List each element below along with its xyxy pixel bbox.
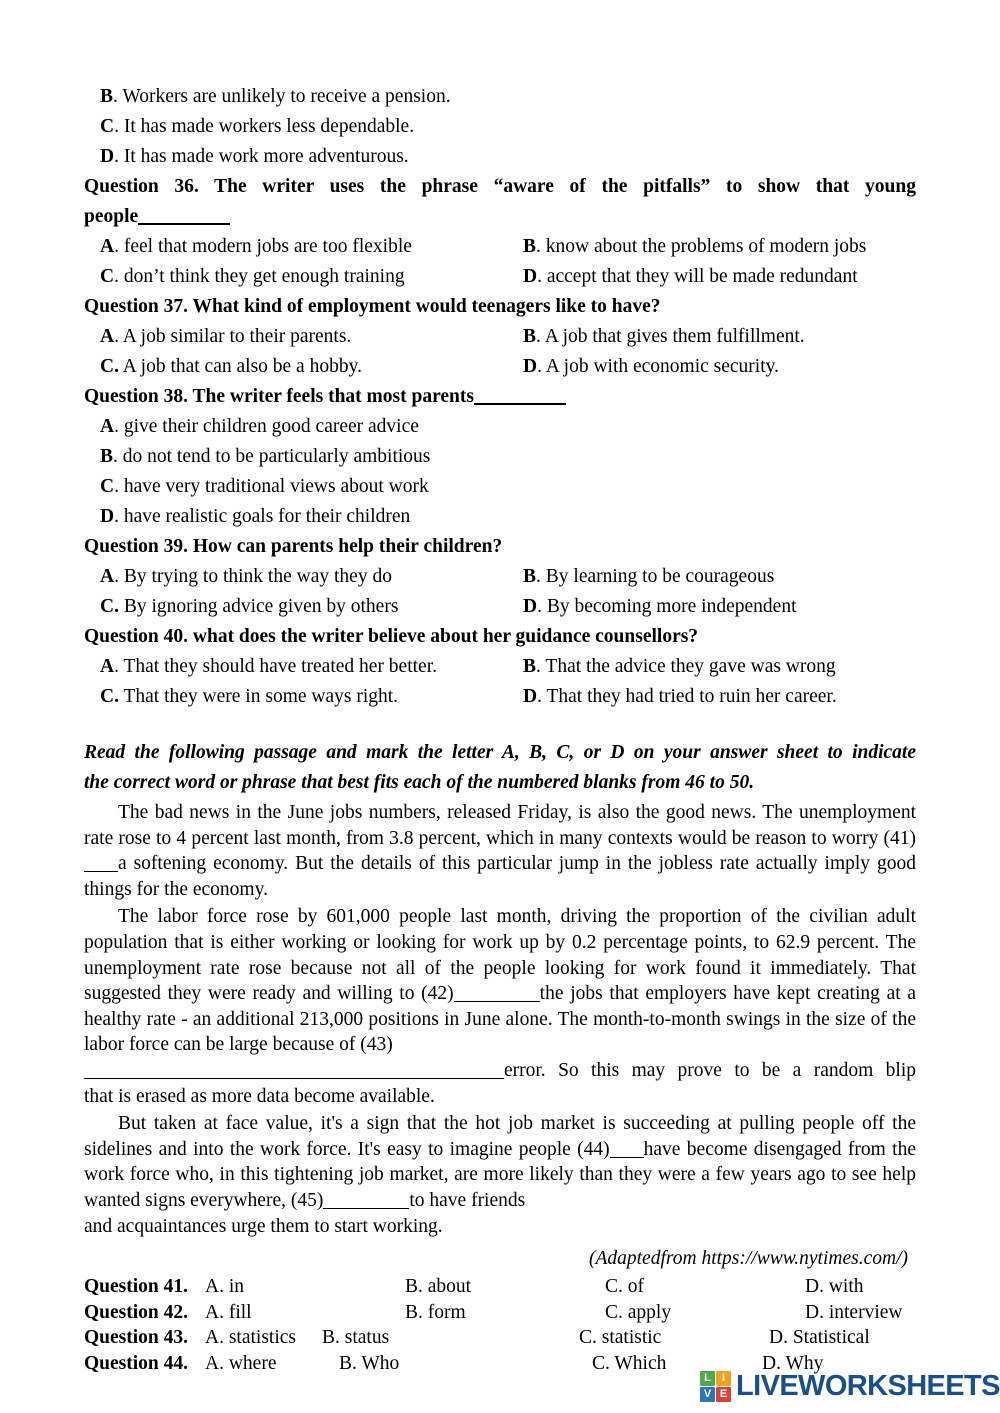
answer-blank-42[interactable] [454, 1001, 540, 1002]
answer-blank-43[interactable] [84, 1078, 504, 1079]
option-a[interactable]: A. fill [205, 1301, 252, 1323]
option-label: D [523, 356, 538, 377]
option-label: D [100, 146, 115, 167]
option-c[interactable] [100, 592, 398, 622]
option-c[interactable]: C. Which [592, 1352, 667, 1374]
passage-text: the jobs that employers have kept creating at a healthy rate - an additional 213,000 positions in June alone. The month-to-month swings in the size of the labor force can be large because of (43) [84, 983, 917, 1056]
option-a[interactable] [100, 562, 392, 592]
option-label: D [100, 506, 115, 527]
question-heading-40 [84, 622, 916, 652]
option-b[interactable]: B. status [322, 1327, 390, 1349]
option-text: . That they should have treated her better. [114, 656, 437, 677]
question-heading-36-line2 [84, 202, 916, 232]
option-label: C [100, 116, 115, 137]
passage-paragraph-3 [84, 1111, 916, 1213]
option-d[interactable] [523, 262, 858, 292]
option-row [84, 592, 916, 622]
question-heading-37 [84, 292, 916, 322]
option-label: A [100, 566, 115, 587]
question-heading-text: Question 36. The writer uses the phrase “aware of the pitfalls” to show that young [84, 176, 916, 197]
option-text: . have realistic goals for their children [114, 506, 411, 527]
option-label: C. [100, 356, 119, 377]
option-c[interactable] [100, 682, 398, 712]
answer-blank-41[interactable] [84, 871, 118, 872]
passage-text: that is erased as more data become available. [84, 1085, 435, 1107]
question-heading-text: Question 38. The writer feels that most parents [84, 386, 474, 407]
option-label: B [523, 656, 537, 677]
option-line[interactable] [84, 502, 916, 532]
question-heading-38 [84, 382, 916, 412]
passage-paragraph-2-cont [84, 1058, 916, 1084]
option-label: A [100, 236, 115, 257]
option-d[interactable] [523, 592, 797, 622]
passage-text: and acquaintances urge them to start working. [84, 1215, 443, 1237]
option-b[interactable]: B. about [405, 1276, 472, 1298]
option-c[interactable]: C. apply [605, 1301, 672, 1323]
option-a[interactable] [100, 652, 437, 682]
option-text: . By learning to be courageous [536, 566, 775, 587]
option-row [84, 322, 916, 352]
answer-blank-45[interactable] [323, 1208, 409, 1209]
option-label: B [523, 236, 537, 257]
question-heading-text: Question 40. what does the writer believe about her guidance counsellors? [84, 626, 699, 647]
option-label: C. [100, 596, 119, 617]
question-number: Question 43. [84, 1327, 189, 1349]
option-text: . Workers are unlikely to receive a pension. [113, 86, 451, 107]
option-b[interactable] [523, 562, 774, 592]
option-a[interactable]: A. where [205, 1352, 277, 1374]
option-text: . don’t think they get enough training [114, 266, 405, 287]
option-label: B [523, 326, 537, 347]
passage-text: The bad news in the June jobs numbers, released Friday, is also the good news. The unemployment rate rose to 4 percent last month, from 3.8 percent, which in many contexts would be reason to worry (41) [84, 802, 916, 849]
option-d[interactable] [523, 352, 779, 382]
live-tiles-icon [700, 1371, 731, 1402]
passage-text: error. So this may prove to be a random blip [504, 1059, 916, 1081]
worksheet-content [84, 82, 916, 1376]
option-line[interactable] [84, 442, 916, 472]
question-number: Question 42. [84, 1301, 189, 1323]
question-heading-text: people [84, 206, 139, 227]
option-b[interactable] [523, 322, 805, 352]
option-line[interactable] [84, 412, 916, 442]
option-b[interactable]: B. form [405, 1301, 466, 1323]
answer-blank[interactable] [474, 403, 566, 405]
option-label: D [523, 686, 538, 707]
instruction-line-2: the correct word or phrase that best fits each of the numbered blanks from 46 to 50. [84, 772, 755, 793]
option-line[interactable] [84, 82, 916, 112]
instruction-line-1: Read the following passage and mark the letter A, B, C, or D on your answer sheet to indicate [84, 742, 916, 763]
option-text: . A job that gives them fulfillment. [536, 326, 805, 347]
option-text: . feel that modern jobs are too flexible [114, 236, 412, 257]
question-heading-36 [84, 172, 916, 202]
option-text: . do not tend to be particularly ambitious [113, 446, 431, 467]
passage-text: But taken at face value, it's a sign that the hot job market is succeeding at pulling people off the sidelines and into the work force. It's easy to imagine people (44) [84, 1113, 916, 1160]
option-text: . accept that they will be made redundant [537, 266, 858, 287]
option-text: By ignoring advice given by others [118, 596, 399, 617]
passage-text: to have friends [409, 1189, 526, 1211]
source-attribution: (Adaptedfrom https://www.nytimes.com/) [588, 1248, 908, 1270]
option-label: C. [100, 686, 119, 707]
option-text: . know about the problems of modern jobs [536, 236, 867, 257]
option-d[interactable]: D. interview [805, 1301, 903, 1323]
option-row [84, 352, 916, 382]
answer-blank-44[interactable] [610, 1157, 644, 1158]
tile-e: E [716, 1387, 731, 1402]
section-instruction [84, 738, 916, 798]
option-text: That they were in some ways right. [118, 686, 399, 707]
vocab-question-list [84, 1274, 916, 1376]
option-text: . A job with economic security. [537, 356, 779, 377]
question-number: Question 44. [84, 1352, 189, 1374]
option-row [84, 262, 916, 292]
option-a[interactable]: A. in [205, 1276, 244, 1298]
option-d[interactable] [523, 682, 837, 712]
option-line[interactable] [84, 142, 916, 172]
option-label: C [100, 266, 115, 287]
question-number: Question 41. [84, 1276, 189, 1298]
option-d[interactable]: D. Statistical [769, 1327, 870, 1349]
option-b[interactable] [523, 652, 836, 682]
question-heading-text: Question 39. How can parents help their children? [84, 536, 503, 557]
liveworksheets-logo[interactable] [700, 1370, 1000, 1403]
option-label: A [100, 656, 115, 677]
option-a[interactable]: A. statistics [205, 1327, 296, 1349]
option-text: A job that can also be a hobby. [118, 356, 362, 377]
passage-text: have become disengaged from the work force who, in this tightening job market, are more likely than they were a few years ago to see help wanted signs everywhere, (45) [84, 1138, 916, 1211]
option-label: B [100, 86, 114, 107]
option-label: D [523, 266, 538, 287]
tile-v: V [700, 1387, 715, 1402]
option-label: B [523, 566, 537, 587]
question-heading-39 [84, 532, 916, 562]
option-label: C [100, 476, 115, 497]
option-text: . That the advice they gave was wrong [536, 656, 836, 677]
option-text: . By trying to think the way they do [114, 566, 392, 587]
option-text: . give their children good career advice [114, 416, 419, 437]
passage-paragraph-1 [84, 800, 916, 902]
passage-paragraph-2 [84, 904, 916, 1058]
option-label: D [523, 596, 538, 617]
tile-l: L [700, 1371, 715, 1386]
vocab-question-row-42 [84, 1300, 916, 1326]
option-c[interactable] [100, 262, 405, 292]
option-line[interactable] [84, 472, 916, 502]
option-text: . By becoming more independent [537, 596, 797, 617]
option-b[interactable] [523, 232, 866, 262]
option-text: . It has made work more adventurous. [114, 146, 409, 167]
option-label: A [100, 416, 115, 437]
passage-text: a softening economy. But the details of this particular jump in the jobless rate actually imply good things for the economy. [84, 853, 916, 900]
option-c[interactable]: C. of [605, 1276, 644, 1298]
passage-paragraph-2-end [84, 1084, 916, 1110]
option-label: A [100, 326, 115, 347]
option-a[interactable] [100, 232, 412, 262]
vocab-question-row-43 [84, 1325, 916, 1351]
logo-wordmark: LIVEWORKSHEETS [736, 1370, 1000, 1402]
answer-blank[interactable] [138, 223, 230, 225]
vocab-question-row-41 [84, 1274, 916, 1300]
question-heading-text: Question 37. What kind of employment would teenagers like to have? [84, 296, 661, 317]
option-label: B [100, 446, 114, 467]
option-line[interactable] [84, 112, 916, 142]
option-text: . That they had tried to ruin her career. [537, 686, 837, 707]
option-c[interactable]: C. statistic [579, 1327, 662, 1349]
option-text: . It has made workers less dependable. [114, 116, 415, 137]
option-d[interactable]: D. Why [762, 1352, 824, 1374]
option-b[interactable]: B. Who [339, 1352, 400, 1374]
option-a[interactable] [100, 322, 351, 352]
option-text: . have very traditional views about work [114, 476, 429, 497]
passage-paragraph-3-end [84, 1214, 916, 1240]
tile-i: I [716, 1371, 731, 1386]
option-row [84, 652, 916, 682]
option-text: . A job similar to their parents. [114, 326, 352, 347]
option-row [84, 682, 916, 712]
option-c[interactable] [100, 352, 362, 382]
option-row [84, 562, 916, 592]
passage-text: The labor force rose by 601,000 people last month, driving the proportion of the civilian adult population that is either working or looking for work up by 0.2 percentage points, to 62.9 percent. The unemployment rate rose because not all of the people looking for work found it immediately. That suggested they were ready and willing to (42) [84, 906, 916, 1005]
option-row [84, 232, 916, 262]
option-d[interactable]: D. with [805, 1276, 864, 1298]
